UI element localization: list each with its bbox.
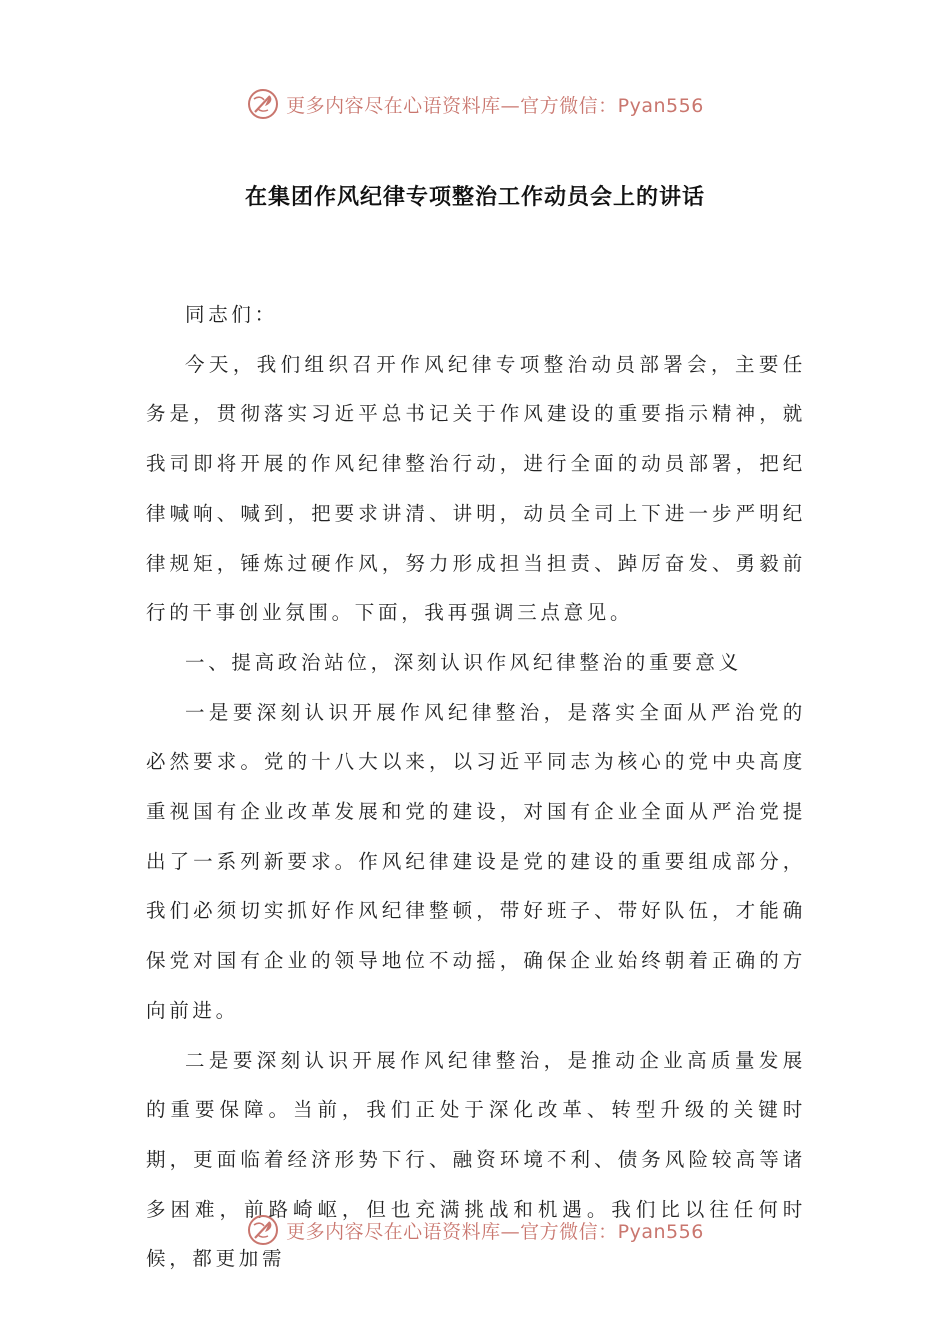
section-heading: 一、提高政治站位，深刻认识作风纪律整治的重要意义 — [185, 650, 742, 674]
document-title: 在集团作风纪律专项整治工作动员会上的讲话 — [244, 185, 705, 210]
watermark-text: 更多内容尽在心语资料库—官方微信：Pyan556 — [286, 94, 704, 117]
footer-watermark — [0, 1210, 950, 1250]
paragraph: 二是要深刻认识开展作风纪律整治，是推动企业高质量发展的重要保障。当前，我们正处于深化改革、转型升级的关键时期，更面临着经济形势下行、融资环境不利、债务风险较高等诸多困难，前路崎岖，但也充满挑战和机遇。我们比以往任何时候，都更加需 — [146, 1048, 806, 1271]
salutation: 同志们： — [185, 303, 278, 326]
paragraph: 一是要深刻认识开展作风纪律整治，是落实全面从严治党的必然要求。党的十八大以来，以习近平同志为核心的党中央高度重视国有企业改革发展和党的建设，对国有企业全面从严治党提出了一系列新要求。作风纪律建设是党的建设的重要组成部分，我们必须切实抓好作风纪律整顿，带好班子、带好队伍，才能确保党对国有企业的领导地位不动摇，确保企业始终朝着正确的方向前进。 — [146, 700, 806, 1022]
header-watermark — [0, 84, 950, 124]
document-body — [146, 290, 806, 1284]
quill-pen-icon — [246, 1213, 280, 1247]
watermark-text: 更多内容尽在心语资料库—官方微信：Pyan556 — [286, 1220, 704, 1243]
quill-pen-icon — [246, 87, 280, 121]
paragraph: 今天，我们组织召开作风纪律专项整治动员部署会，主要任务是，贯彻落实习近平总书记关于作风建设的重要指示精神，就我司即将开展的作风纪律整治行动，进行全面的动员部署，把纪律喊响、喊到，把要求讲清、讲明，动员全司上下进一步严明纪律规矩，锤炼过硬作风，努力形成担当担责、踔厉奋发、勇毅前行的干事创业氛围。下面，我再强调三点意见。 — [146, 352, 806, 625]
